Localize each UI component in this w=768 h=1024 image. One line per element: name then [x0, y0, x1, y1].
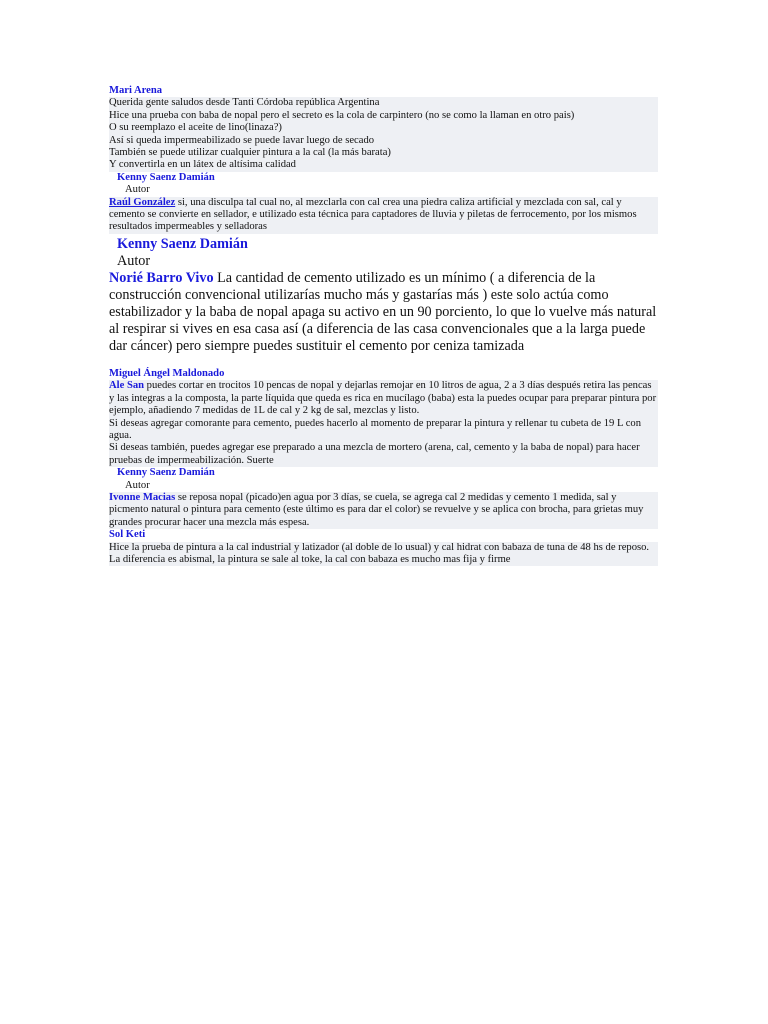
comment-line: Y convertirla en un látex de altísima calidad [109, 159, 296, 171]
author-reply [109, 172, 658, 197]
author-badge: Autor [125, 479, 150, 491]
comment-mari-arena [109, 85, 658, 172]
comment-text: Hice la prueba de pintura a la cal industrial y latizador (al doble de lo usual) y cal hidrat con babaza de tuna de 48 hs de reposo. La diferencia es abismal, la pintura se sale al toke, la cal con babaza es mucho mas fija y firme [109, 542, 658, 567]
commenter-name[interactable]: Sol Keti [109, 529, 146, 541]
comment-line: O su reemplazo el aceite de lino(linaza?) [109, 122, 282, 134]
comment-text: puedes cortar en trocitos 10 pencas de nopal y dejarlas remojar en 10 litros de agua, 2 a 3 días después retira las pencas y las integras a la composta, la parte líquida que queda es rica en mucílago (baba) esta la puedes ocupar para preparar pintura por ejemplo, añadiendo 7 medidas de 1L de cal y 2 kg de sal, mezclas y listo. [109, 380, 657, 417]
commenter-name[interactable]: Norié Barro Vivo [109, 269, 214, 286]
author-badge: Autor [117, 252, 151, 269]
comment-ivonne-macias [109, 492, 658, 529]
comments-thread [109, 85, 658, 566]
comment-text: se reposa nopal (picado)en agua por 3 días, se cuela, se agrega cal 2 medidas y cemento 1 medida, sal y picmento natural o pintura para cemento (este último es para dar el color) se revuelve y se aplica con brocha, para grietas muy grandes procurar hacer una mezcla más espesa. [109, 491, 644, 528]
comment-paragraph [109, 380, 658, 417]
comment-miguel-angel-maldonado [109, 368, 658, 380]
author-reply [109, 236, 658, 270]
author-name[interactable]: Kenny Saenz Damián [117, 467, 215, 479]
comment-raul-gonzalez [109, 197, 658, 234]
comment-text: La cantidad de cemento utilizado es un mínimo ( a diferencia de la construcción convencional utilizarías mucho más y gastarías más ) este solo actúa como estabilizador y la baba de nopal apaga su activo en un 90 porciento, lo que lo vuelve más natural al respirar si vives en esa casa así (a diferencia de las casa convencionales que a la larga puede dar cáncer) pero siempre puedes sustituir el cemento por ceniza tamizada [109, 269, 657, 354]
commenter-name[interactable]: Raúl González [109, 196, 176, 208]
commenter-name[interactable]: Ivonne Macias [109, 491, 176, 503]
commenter-name[interactable]: Mari Arena [109, 85, 163, 96]
comment-line: Querida gente saludos desde Tanti Córdoba república Argentina [109, 97, 380, 109]
comment-sol-keti [109, 529, 658, 566]
commenter-name[interactable]: Ale San [109, 380, 145, 392]
author-name[interactable]: Kenny Saenz Damián [117, 171, 215, 183]
author-name[interactable]: Kenny Saenz Damián [117, 235, 248, 252]
comment-body [109, 97, 658, 171]
comment-line: Así si queda impermeabilizado se puede lavar luego de secado [109, 134, 375, 146]
comment-ale-san [109, 380, 658, 467]
comment-line: También se puede utilizar cualquier pintura a la cal (la más barata) [109, 147, 391, 159]
comment-line: Si deseas agregar comorante para cemento, puedes hacerlo al momento de preparar la pintura y rellenar tu cubeta de 19 L con agua. [109, 417, 641, 441]
comment-norie-barro-vivo [109, 270, 658, 355]
commenter-name[interactable]: Miguel Ángel Maldonado [109, 367, 225, 379]
comment-line: Si deseas también, puedes agregar ese preparado a una mezcla de mortero (arena, cal, cemento y la baba de nopal) para hacer pruebas de impermeabilización. Suerte [109, 442, 640, 466]
comment-line: Hice una prueba con baba de nopal pero el secreto es la cola de carpintero (no se como la llaman en otro pais) [109, 109, 575, 121]
author-reply [109, 467, 658, 492]
comment-text: si, una disculpa tal cual no, al mezclarla con cal crea una piedra caliza artificial y mezclada con sal, cal y cemento se convierte en sellador, e utilizado esta técnica para captadores de lluvia y piletas de ferrocemento, por los mismos resultados impermeables y selladoras [109, 196, 637, 233]
author-badge: Autor [125, 184, 150, 196]
